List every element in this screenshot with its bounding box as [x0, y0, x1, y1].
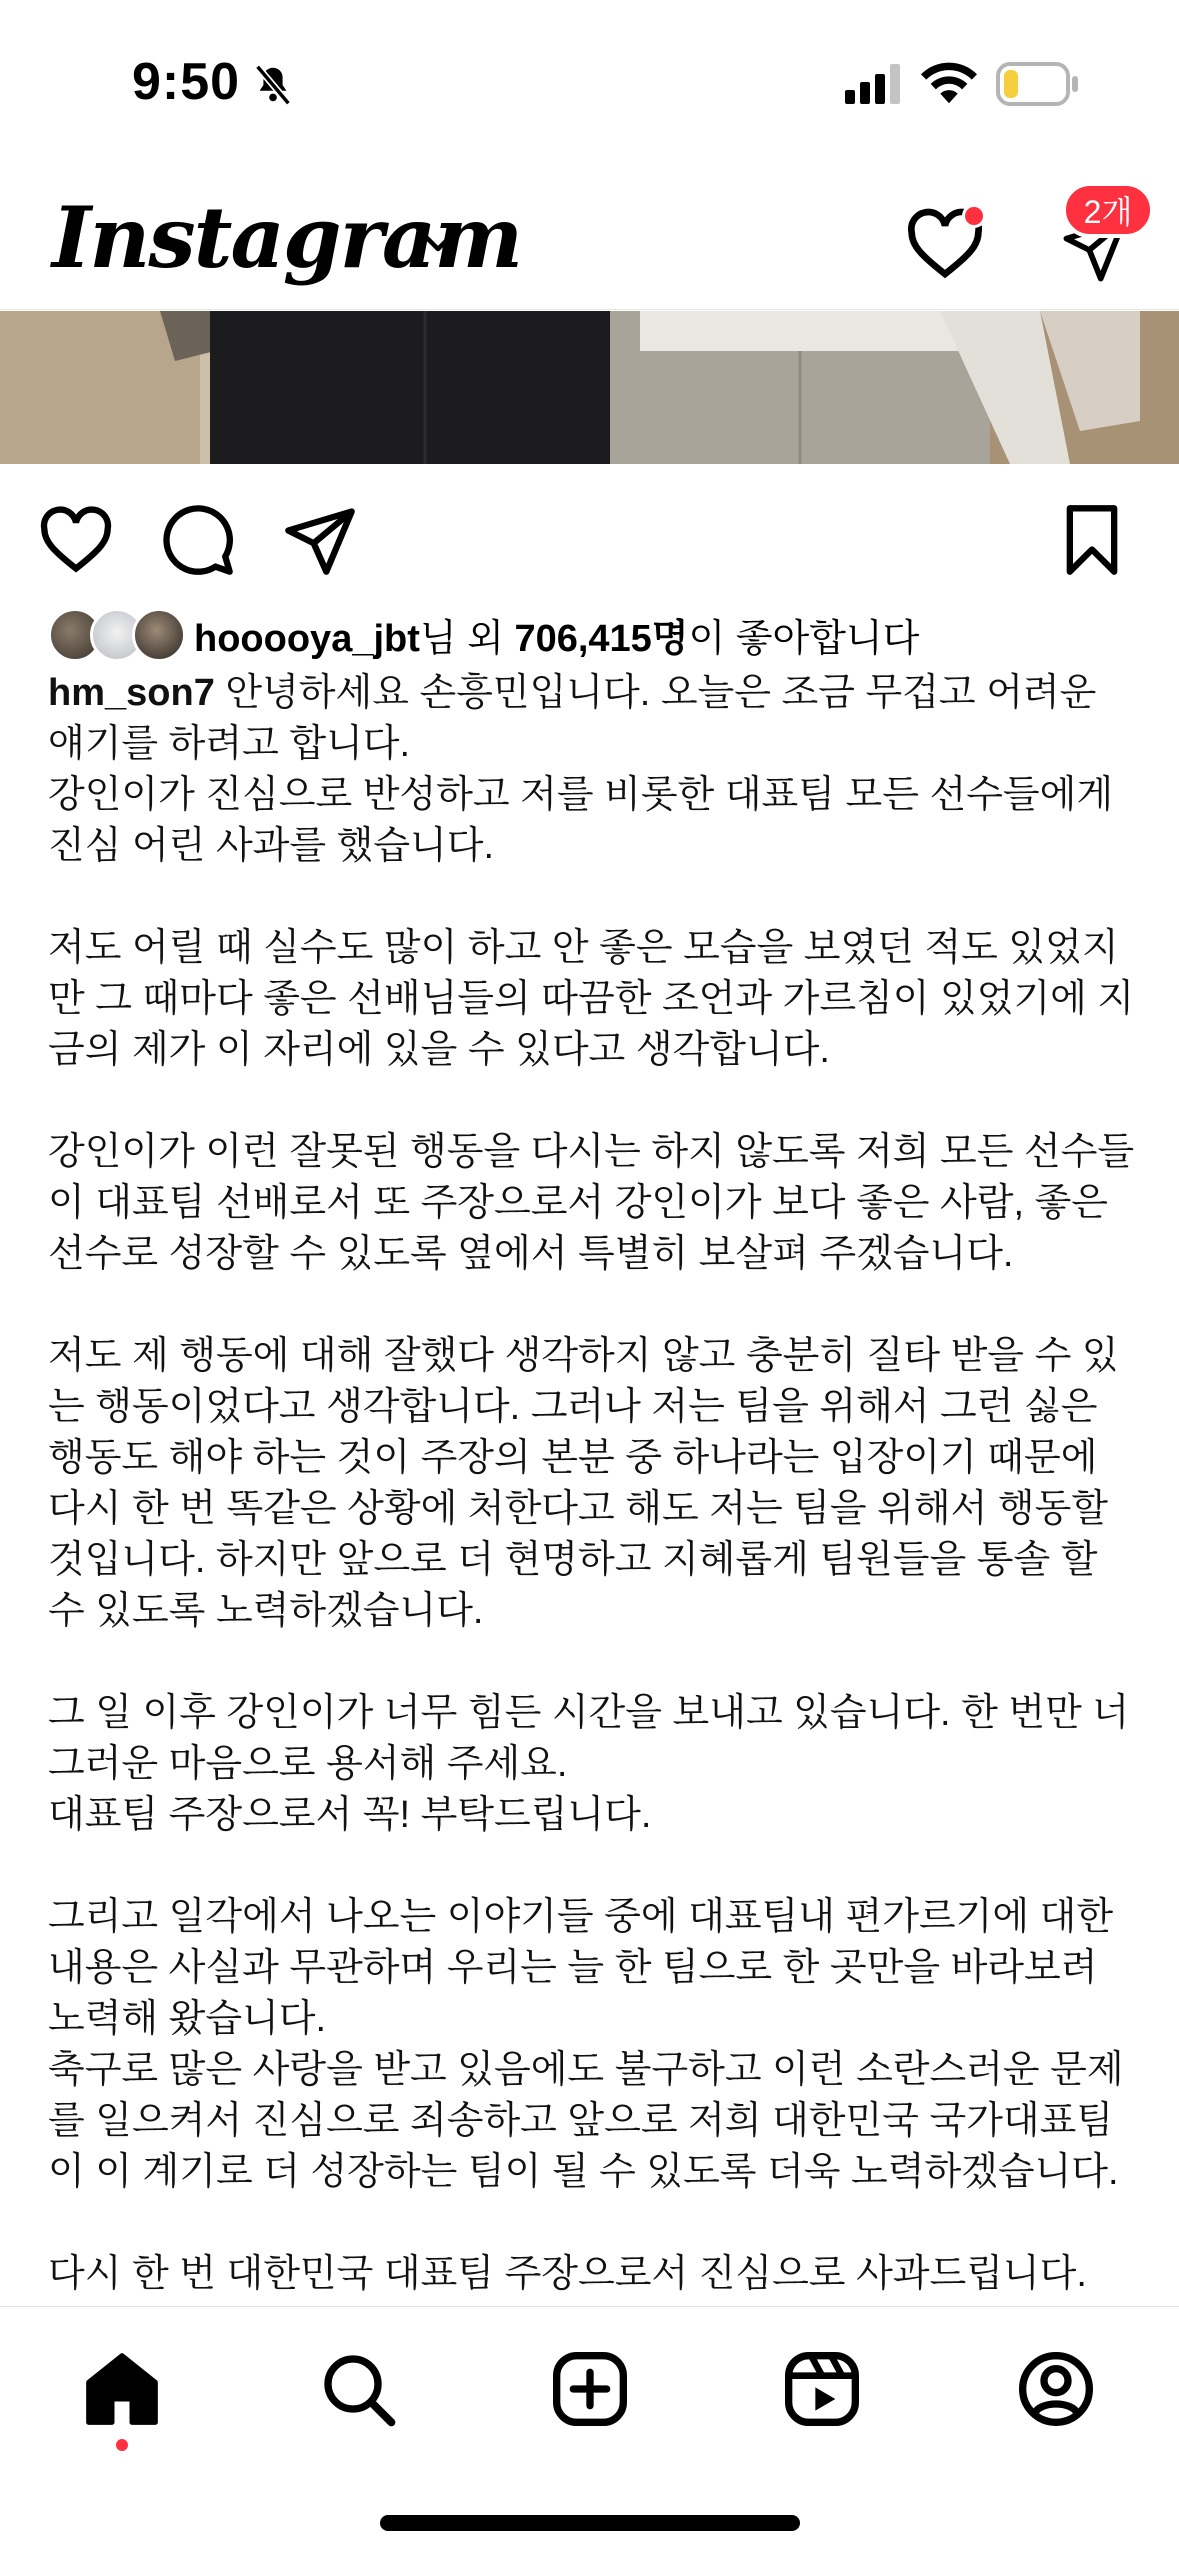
home-activity-dot: [116, 2439, 128, 2451]
notification-dot: [962, 204, 986, 228]
caption-username[interactable]: hm_son7: [48, 672, 215, 714]
bottom-tab-bar: [0, 2306, 1179, 2556]
caption-line: 저도 어릴 때 실수도 많이 하고 안 좋은 모습을 보였던 적도 있었지만 그 때마다 좋은 선배님들의 따끔한 조언과 가르침이 있었기에 지금의 제가 이 자리에 있을 수 있다고 생각합니다.: [48, 927, 1135, 1071]
caption-spacer: [48, 1280, 1138, 1331]
status-bar: [0, 0, 1179, 170]
caption-spacer: [48, 1841, 1138, 1892]
caption-line: 강인이가 진심으로 반성하고 저를 비롯한 대표팀 모든 선수들에게 진심 어린 사과를 했습니다.: [48, 774, 1114, 867]
caption-line: 강인이가 이런 잘못된 행동을 다시는 하지 않도록 저희 모든 선수들이 대표팀 선배로서 또 주장으로서 강인이가 보다 좋은 사람, 좋은 선수로 성장할 수 있도록 옆에서 특별히 보살펴 주겠습니다.: [48, 1131, 1135, 1275]
app-header: [0, 170, 1179, 310]
share-icon[interactable]: [282, 502, 358, 578]
like-heart-icon[interactable]: [38, 502, 114, 578]
battery-icon: [996, 62, 1080, 106]
search-icon[interactable]: [318, 2349, 398, 2429]
caption-line: 그 일 이후 강인이가 너무 힘든 시간을 보내고 있습니다. 한 번만 너그러운 마음으로 용서해 주세요.: [48, 1692, 1130, 1785]
caption-line: 대표팀 주장으로서 꼭! 부탁드립니다.: [48, 1794, 652, 1836]
cellular-signal-icon: [845, 64, 901, 104]
caption-spacer: [48, 1076, 1138, 1127]
caption-line: hm_son7 안녕하세요 손흥민입니다. 오늘은 조금 무겁고 어려운 얘기를 하려고 합니다.: [48, 672, 1097, 765]
likes-count[interactable]: 706,415명: [514, 617, 689, 660]
profile-icon[interactable]: [1016, 2349, 1096, 2429]
caption-line: 그리고 일각에서 나오는 이야기들 중에 대표팀내 편가르기에 대한 내용은 사실과 무관하며 우리는 늘 한 팀으로 한 곳만을 바라보려 노력해 왔습니다.: [48, 1896, 1114, 2040]
clock: 9:50: [132, 53, 241, 111]
post-actions: [0, 480, 1179, 590]
chevron-down-icon[interactable]: [420, 228, 456, 258]
post-image[interactable]: [0, 311, 1179, 464]
instagram-logo[interactable]: [52, 188, 522, 298]
wifi-icon: [920, 60, 978, 104]
caption-line: 축구로 많은 사랑을 받고 있음에도 불구하고 이런 소란스러운 문제를 일으켜서 진심으로 죄송하고 앞으로 저희 대한민국 국가대표팀이 이 계기로 더 성장하는 팀이 될 수 있도록 더욱 노력하겠습니다.: [48, 2049, 1124, 2193]
liker-avatars: [48, 606, 190, 662]
dm-unread-badge: 2개: [1062, 182, 1154, 238]
likes-row[interactable]: [48, 604, 919, 664]
caption-spacer: [48, 1637, 1138, 1688]
likes-summary: [194, 607, 919, 662]
first-liker-username[interactable]: hooooya_jbt: [194, 617, 420, 660]
logo-wordmark: Instagram: [52, 188, 522, 287]
post-caption: [48, 668, 1138, 2300]
home-icon[interactable]: [82, 2349, 162, 2429]
likes-suffix: 이 좋아합니다: [688, 617, 920, 660]
caption-line: 저도 제 행동에 대해 잘했다 생각하지 않고 충분히 질타 받을 수 있는 행동이었다고 생각합니다. 그러나 저는 팀을 위해서 그런 싫은 행동도 해야 하는 것이 주장의 본분 중 하나라는 입장이기 때문에 다시 한 번 똑같은 상황에 처한다고 해도 저는 팀을 위해서 행동할 것입니다. 하지만 앞으로 더 현명하고 지혜롭게 팀원들을 통솔 할 수 있도록 노력하겠습니다.: [48, 1335, 1119, 1632]
bookmark-icon[interactable]: [1054, 502, 1130, 578]
comment-icon[interactable]: [160, 502, 236, 578]
bell-off-icon: [250, 62, 296, 108]
caption-spacer: [48, 872, 1138, 923]
caption-line: 다시 한 번 대한민국 대표팀 주장으로서 진심으로 사과드립니다.: [48, 2253, 1087, 2295]
home-indicator[interactable]: [380, 2515, 800, 2531]
reels-icon[interactable]: [782, 2349, 862, 2429]
avatar: [132, 608, 186, 662]
create-post-icon[interactable]: [550, 2349, 630, 2429]
likes-connector: 님 외: [419, 617, 515, 660]
caption-spacer: [48, 2198, 1138, 2249]
